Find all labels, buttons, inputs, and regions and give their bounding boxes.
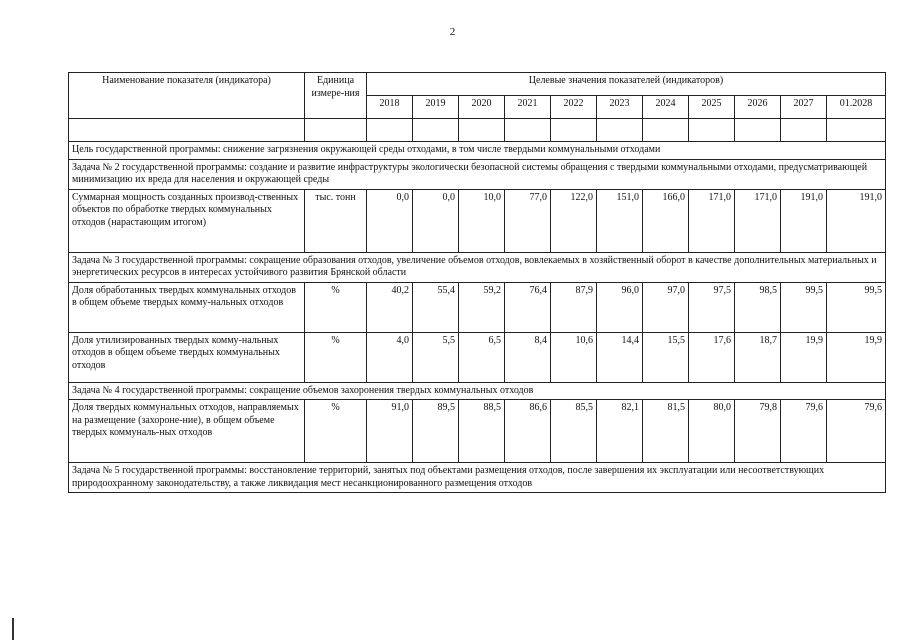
indicator-value: 6,5 [459,332,505,382]
indicator-value: 97,0 [643,282,689,332]
blank-cell [305,119,367,142]
blank-cell [827,119,886,142]
table-row-section [69,382,886,400]
indicator-value: 171,0 [735,189,781,252]
indicator-value: 99,5 [827,282,886,332]
header-targets: Целевые значения показателей (индикаторов) [367,73,886,96]
indicator-value: 91,0 [367,400,413,463]
indicator-value: 87,9 [551,282,597,332]
indicator-value: 79,8 [735,400,781,463]
indicator-value: 151,0 [597,189,643,252]
indicator-value: 15,5 [643,332,689,382]
indicator-unit: тыс. тонн [305,189,367,252]
table-row [69,332,886,382]
header-year: 2018 [367,96,413,119]
indicator-value: 80,0 [689,400,735,463]
table-row-section [69,252,886,282]
table-body [69,119,886,493]
table-row-section [69,159,886,189]
header-year: 01.2028 [827,96,886,119]
header-year: 2027 [781,96,827,119]
indicator-value: 191,0 [827,189,886,252]
indicator-value: 40,2 [367,282,413,332]
indicator-value: 98,5 [735,282,781,332]
indicator-value: 19,9 [827,332,886,382]
indicator-value: 97,5 [689,282,735,332]
header-year: 2025 [689,96,735,119]
indicator-value: 10,6 [551,332,597,382]
indicator-value: 19,9 [781,332,827,382]
blank-cell [643,119,689,142]
indicator-value: 86,6 [505,400,551,463]
task-5-row: Задача № 5 государственной программы: восстановление территорий, занятых под объектами размещения отходов, после завершения их эксплуатации или несоответствующих природоохранному законодательству, а также ликвидация мест несанкционированного размещения отходов [69,463,886,493]
table-row-section [69,463,886,493]
indicator-value: 4,0 [367,332,413,382]
indicator-value: 79,6 [781,400,827,463]
indicator-value: 88,5 [459,400,505,463]
indicator-name: Суммарная мощность созданных производ-ственных объектов по обработке твердых коммунальных отходов (нарастающим итогом) [69,189,305,252]
task-4-row: Задача № 4 государственной программы: сокращение объемов захоронения твердых коммунальных отходов [69,382,886,400]
header-name: Наименование показателя (индикатора) [69,73,305,119]
header-year: 2020 [459,96,505,119]
header-year: 2022 [551,96,597,119]
task-3-row: Задача № 3 государственной программы: сокращение образования отходов, увеличение объемов отходов, вовлекаемых в хозяйственный оборот в качестве дополнительных материальных и энергетических ресурсов в интересах устойчивого развития Брянской области [69,252,886,282]
indicator-value: 17,6 [689,332,735,382]
task-2-row: Задача № 2 государственной программы: создание и развитие инфраструктуры экологически безопасной системы обращения с твердыми коммунальными отходами, предусматривающей минимизацию их вреда для населения и окружающей среды [69,159,886,189]
header-year: 2024 [643,96,689,119]
indicator-value: 85,5 [551,400,597,463]
indicator-value: 81,5 [643,400,689,463]
table-row-blank [69,119,886,142]
goal-row: Цель государственной программы: снижение загрязнения окружающей среды отходами, в том числе твердыми коммунальными отходами [69,142,886,160]
indicator-value: 79,6 [827,400,886,463]
indicator-unit: % [305,282,367,332]
indicator-value: 10,0 [459,189,505,252]
blank-cell [781,119,827,142]
indicator-value: 89,5 [413,400,459,463]
blank-cell [413,119,459,142]
header-year: 2026 [735,96,781,119]
indicator-value: 166,0 [643,189,689,252]
page-number: 2 [449,26,456,38]
table-row [69,282,886,332]
table-row [69,400,886,463]
indicator-value: 5,5 [413,332,459,382]
header-year: 2023 [597,96,643,119]
indicator-value: 8,4 [505,332,551,382]
indicator-value: 77,0 [505,189,551,252]
scan-artifact [12,618,14,640]
blank-cell [689,119,735,142]
blank-cell [367,119,413,142]
header-year: 2019 [413,96,459,119]
blank-cell [505,119,551,142]
indicator-value: 82,1 [597,400,643,463]
blank-cell [459,119,505,142]
table-row-section [69,142,886,160]
indicator-value: 171,0 [689,189,735,252]
indicator-name: Доля твердых коммунальных отходов, направляемых на размещение (захороне-ние), в общем объеме твердых коммуналь-ных отходов [69,400,305,463]
indicator-name: Доля утилизированных твердых комму-нальных отходов в общем объеме твердых коммунальных отходов [69,332,305,382]
indicator-value: 122,0 [551,189,597,252]
indicator-value: 0,0 [413,189,459,252]
blank-cell [69,119,305,142]
indicator-value: 14,4 [597,332,643,382]
header-unit: Единица измере-ния [305,73,367,119]
indicator-value: 191,0 [781,189,827,252]
indicator-unit: % [305,332,367,382]
indicator-value: 55,4 [413,282,459,332]
indicator-value: 0,0 [367,189,413,252]
indicator-unit: % [305,400,367,463]
table-row [69,189,886,252]
blank-cell [551,119,597,142]
indicators-table [68,72,886,493]
header-year: 2021 [505,96,551,119]
blank-cell [735,119,781,142]
indicator-value: 99,5 [781,282,827,332]
indicator-value: 59,2 [459,282,505,332]
blank-cell [597,119,643,142]
indicator-value: 18,7 [735,332,781,382]
indicator-value: 96,0 [597,282,643,332]
indicator-value: 76,4 [505,282,551,332]
indicator-name: Доля обработанных твердых коммунальных отходов в общем объеме твердых комму-нальных отходов [69,282,305,332]
